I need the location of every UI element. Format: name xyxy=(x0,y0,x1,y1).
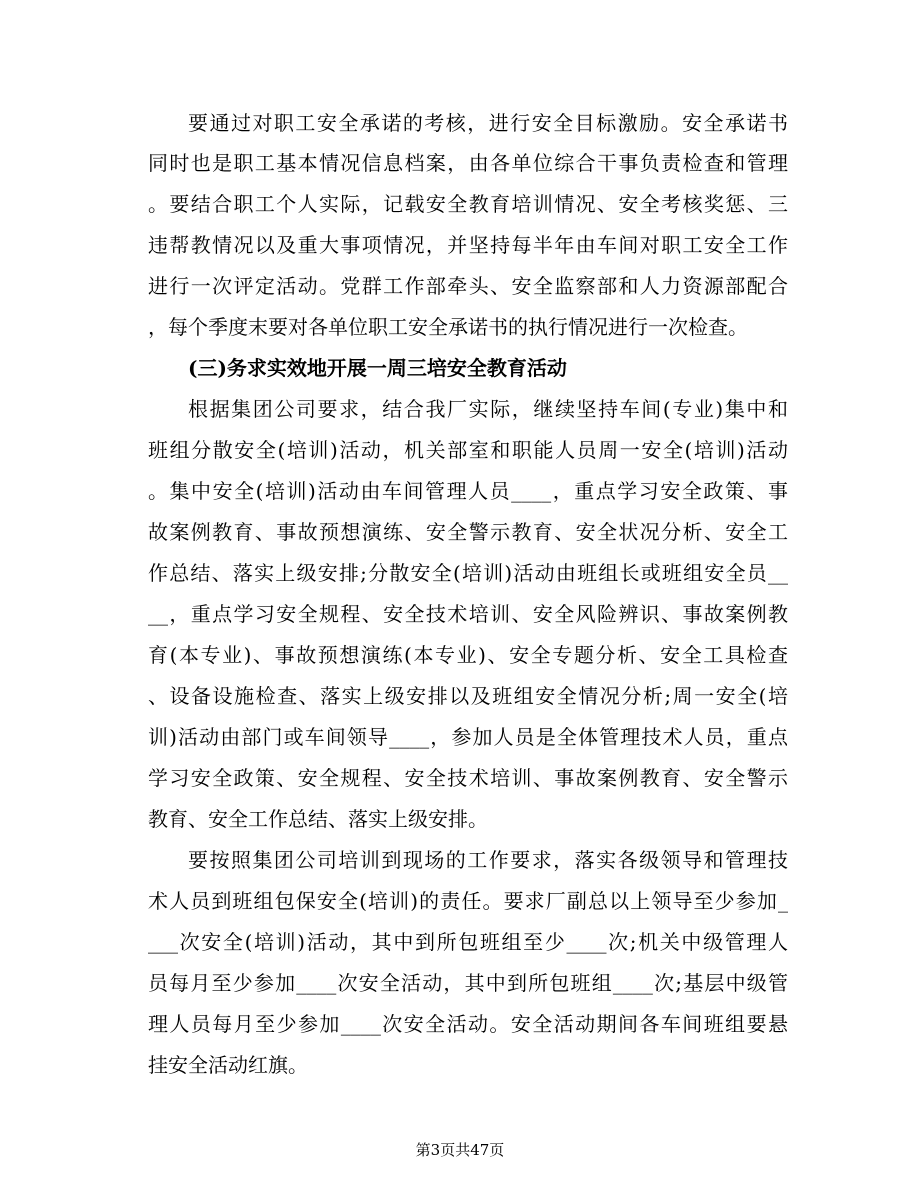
section-heading: (三)务求实效地开展一周三培安全教育活动 xyxy=(188,356,567,380)
text-line: 术人员到班组包保安全(培训)的责任。要求厂副总以上领导至少参加_ xyxy=(148,889,788,913)
text-line: 要按照集团公司培训到现场的工作要求，落实各级领导和管理技 xyxy=(188,848,788,872)
text-line: 育(本专业)、事故预想演练(本专业)、安全专题分析、安全工具检查 xyxy=(148,643,788,667)
text-line: 。要结合职工个人实际，记载安全教育培训情况、安全考核奖惩、三 xyxy=(148,192,788,216)
text-line: 教育、安全工作总结、落实上级安排。 xyxy=(148,807,488,831)
text-line: 、设备设施检查、落实上级安排以及班组安全情况分析;周一安全(培 xyxy=(148,684,788,708)
text-line: ___次安全(培训)活动，其中到所包班组至少____次;机关中级管理人 xyxy=(148,930,788,954)
text-line: 违帮教情况以及重大事项情况，并坚持每半年由车间对职工安全工作 xyxy=(148,233,788,257)
text-line: 训)活动由部门或车间领导____，参加人员是全体管理技术人员，重点 xyxy=(148,725,788,749)
page-number: 第3页共47页 xyxy=(415,1141,505,1159)
text-line: 理人员每月至少参加____次安全活动。安全活动期间各车间班组要悬 xyxy=(148,1012,788,1036)
text-line: 要通过对职工安全承诺的考核，进行安全目标激励。安全承诺书 xyxy=(188,111,788,135)
text-line: 故案例教育、事故预想演练、安全警示教育、安全状况分析、安全工 xyxy=(148,520,788,544)
text-line: 。集中安全(培训)活动由车间管理人员____，重点学习安全政策、事 xyxy=(148,479,788,503)
text-line: 班组分散安全(培训)活动，机关部室和职能人员周一安全(培训)活动 xyxy=(148,438,788,462)
text-line: 根据集团公司要求，结合我厂实际，继续坚持车间(专业)集中和 xyxy=(188,397,788,421)
text-line: ，每个季度末要对各单位职工安全承诺书的执行情况进行一次检查。 xyxy=(148,315,748,339)
text-line: 挂安全活动红旗。 xyxy=(148,1053,308,1077)
text-line: 学习安全政策、安全规程、安全技术培训、事故案例教育、安全警示 xyxy=(148,766,788,790)
text-line: 同时也是职工基本情况信息档案，由各单位综合干事负责检查和管理 xyxy=(148,151,788,175)
text-line: __，重点学习安全规程、安全技术培训、安全风险辨识、事故案例教 xyxy=(148,602,788,626)
text-line: 员每月至少参加____次安全活动，其中到所包班组____次;基层中级管 xyxy=(148,971,788,995)
text-line: 作总结、落实上级安排;分散安全(培训)活动由班组长或班组安全员__ xyxy=(148,561,788,585)
text-line: 进行一次评定活动。党群工作部牵头、安全监察部和人力资源部配合 xyxy=(148,274,788,298)
